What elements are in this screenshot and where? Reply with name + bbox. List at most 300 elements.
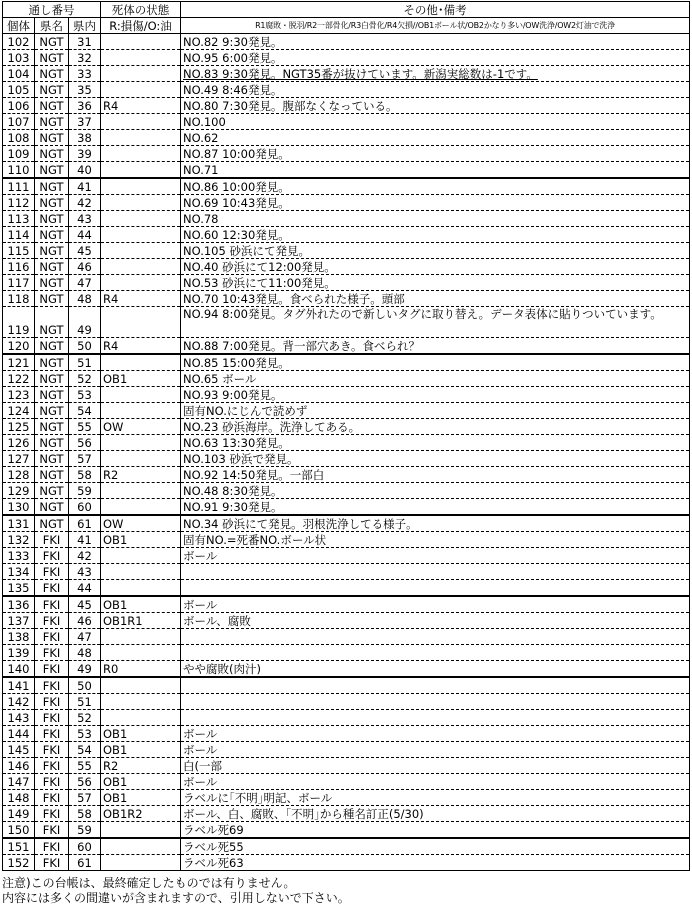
within-prefecture-number-cell: 48 xyxy=(69,291,101,307)
remark-cell xyxy=(181,580,690,597)
table-row xyxy=(3,98,690,114)
table-row xyxy=(3,227,690,243)
condition-cell xyxy=(101,66,181,82)
prefecture-cell: NGT xyxy=(35,82,69,98)
table-row xyxy=(3,532,690,548)
individual-number-cell: 124 xyxy=(3,403,35,419)
individual-number-cell: 109 xyxy=(3,146,35,162)
prefecture-cell: FKI xyxy=(35,742,69,758)
condition-cell: OB1 xyxy=(101,726,181,742)
condition-cell xyxy=(101,82,181,98)
condition-cell xyxy=(101,483,181,499)
condition-cell: OW xyxy=(101,515,181,532)
prefecture-cell: NGT xyxy=(35,275,69,291)
individual-number-cell: 141 xyxy=(3,677,35,694)
prefecture-cell: FKI xyxy=(35,758,69,774)
remark-cell: NO.63 13:30発見。 xyxy=(181,435,690,451)
remark-cell: NO.60 12:30発見。 xyxy=(181,227,690,243)
table-row xyxy=(3,114,690,130)
remark-cell: NO.91 9:30発見。 xyxy=(181,499,690,516)
table-row xyxy=(3,499,690,516)
individual-number-cell: 111 xyxy=(3,178,35,195)
individual-number-cell: 128 xyxy=(3,467,35,483)
remark-cell: NO.82 9:30発見。 xyxy=(181,34,690,50)
table-row xyxy=(3,130,690,146)
remark-cell: ボール xyxy=(181,726,690,742)
prefecture-cell: NGT xyxy=(35,291,69,307)
table-row xyxy=(3,661,690,678)
remark-cell xyxy=(181,694,690,710)
within-prefecture-number-cell: 32 xyxy=(69,50,101,66)
prefecture-cell: NGT xyxy=(35,435,69,451)
prefecture-cell: NGT xyxy=(35,50,69,66)
remark-cell: NO.48 8:30発見。 xyxy=(181,483,690,499)
within-prefecture-number-cell: 39 xyxy=(69,146,101,162)
within-prefecture-number-cell: 47 xyxy=(69,275,101,291)
table-row xyxy=(3,354,690,371)
individual-number-cell: 116 xyxy=(3,259,35,275)
condition-cell xyxy=(101,387,181,403)
condition-cell xyxy=(101,677,181,694)
ledger-sheet xyxy=(2,1,690,871)
prefecture-cell: NGT xyxy=(35,338,69,355)
disclaimer-notes xyxy=(2,876,350,906)
remark-cell: NO.23 砂浜海岸。洗浄してある。 xyxy=(181,419,690,435)
individual-number-cell: 130 xyxy=(3,499,35,516)
within-prefecture-number-cell: 50 xyxy=(69,677,101,694)
prefecture-cell: FKI xyxy=(35,564,69,580)
table-row xyxy=(3,580,690,597)
individual-number-cell: 112 xyxy=(3,195,35,211)
condition-cell: OB1 xyxy=(101,742,181,758)
table-row xyxy=(3,564,690,580)
within-prefecture-number-cell: 59 xyxy=(69,483,101,499)
table-row xyxy=(3,726,690,742)
prefecture-cell: FKI xyxy=(35,677,69,694)
individual-number-cell: 117 xyxy=(3,275,35,291)
remark-cell: ボール xyxy=(181,742,690,758)
condition-cell xyxy=(101,146,181,162)
condition-cell xyxy=(101,243,181,259)
condition-cell xyxy=(101,564,181,580)
individual-number-cell: 133 xyxy=(3,548,35,564)
remarks-header: その他･備考 xyxy=(181,2,690,18)
condition-header: 死体の状態 xyxy=(101,2,181,18)
individual-number-cell: 114 xyxy=(3,227,35,243)
remark-cell: NO.88 7:00発見。背一部穴あき。食べられ？ xyxy=(181,338,690,355)
condition-cell xyxy=(101,645,181,661)
table-row xyxy=(3,387,690,403)
within-prefecture-number-cell: 41 xyxy=(69,532,101,548)
table-row xyxy=(3,629,690,645)
remark-cell: ラベル死69 xyxy=(181,822,690,839)
remark-cell: NO.78 xyxy=(181,211,690,227)
table-row xyxy=(3,195,690,211)
condition-cell xyxy=(101,548,181,564)
within-prefecture-number-cell: 36 xyxy=(69,98,101,114)
individual-number-cell: 143 xyxy=(3,710,35,726)
within-prefecture-number-cell: 42 xyxy=(69,548,101,564)
individual-number-cell: 102 xyxy=(3,34,35,50)
condition-cell xyxy=(101,211,181,227)
condition-cell xyxy=(101,195,181,211)
remark-cell: ラベル死55 xyxy=(181,838,690,855)
condition-cell xyxy=(101,307,181,338)
within-prefecture-number-cell: 50 xyxy=(69,338,101,355)
condition-cell xyxy=(101,403,181,419)
remark-cell: ボール xyxy=(181,596,690,613)
condition-cell: OB1 xyxy=(101,790,181,806)
table-row xyxy=(3,82,690,98)
condition-cell xyxy=(101,499,181,516)
table-row xyxy=(3,467,690,483)
remark-cell xyxy=(181,677,690,694)
condition-cell xyxy=(101,822,181,839)
prefecture-cell: FKI xyxy=(35,710,69,726)
within-prefecture-number-cell: 40 xyxy=(69,162,101,179)
condition-cell xyxy=(101,162,181,179)
table-row xyxy=(3,596,690,613)
remark-cell: NO.34 砂浜にて発見。羽根洗浄してる様子。 xyxy=(181,515,690,532)
remark-cell: NO.100 xyxy=(181,114,690,130)
condition-cell: R2 xyxy=(101,467,181,483)
table-row xyxy=(3,822,690,839)
individual-number-cell: 108 xyxy=(3,130,35,146)
within-prefecture-number-cell: 59 xyxy=(69,822,101,839)
condition-cell: OB1 xyxy=(101,774,181,790)
remark-cell: NO.53 砂浜にて11:00発見。 xyxy=(181,275,690,291)
prefecture-cell: FKI xyxy=(35,694,69,710)
remark-cell: NO.85 15:00発見。 xyxy=(181,354,690,371)
within-prefecture-number-cell: 55 xyxy=(69,758,101,774)
ledger-table xyxy=(2,1,690,871)
prefecture-cell: NGT xyxy=(35,307,69,338)
within-prefecture-number-cell: 46 xyxy=(69,613,101,629)
individual-number-cell: 129 xyxy=(3,483,35,499)
table-row xyxy=(3,419,690,435)
prefecture-cell: FKI xyxy=(35,726,69,742)
within-prefecture-number-cell: 53 xyxy=(69,387,101,403)
individual-number-cell: 110 xyxy=(3,162,35,179)
individual-number-cell: 146 xyxy=(3,758,35,774)
within-prefecture-number-cell: 58 xyxy=(69,806,101,822)
prefecture-cell: NGT xyxy=(35,354,69,371)
prefecture-cell: NGT xyxy=(35,387,69,403)
remark-cell: ボール xyxy=(181,548,690,564)
condition-cell xyxy=(101,354,181,371)
within-prefecture-number-cell: 46 xyxy=(69,259,101,275)
remark-cell: NO.103 砂浜で発見。 xyxy=(181,451,690,467)
prefecture-cell: NGT xyxy=(35,114,69,130)
remark-cell: NO.92 14:50発見。一部白 xyxy=(181,467,690,483)
within-prefecture-number-cell: 52 xyxy=(69,710,101,726)
individual-number-cell: 150 xyxy=(3,822,35,839)
within-prefecture-number-cell: 45 xyxy=(69,596,101,613)
prefecture-cell: FKI xyxy=(35,548,69,564)
within-prefecture-number-cell: 49 xyxy=(69,307,101,338)
remark-cell: NO.80 7:30発見。腹部なくなっている。 xyxy=(181,98,690,114)
prefecture-cell: FKI xyxy=(35,838,69,855)
table-row xyxy=(3,403,690,419)
individual-number-cell: 152 xyxy=(3,855,35,871)
within-prefecture-number-cell: 49 xyxy=(69,661,101,678)
prefecture-cell: NGT xyxy=(35,259,69,275)
individual-number-cell: 105 xyxy=(3,82,35,98)
table-row xyxy=(3,338,690,355)
condition-cell: R0 xyxy=(101,661,181,678)
individual-number-cell: 123 xyxy=(3,387,35,403)
condition-cell xyxy=(101,275,181,291)
remark-cell: NO.87 10:00発見。 xyxy=(181,146,690,162)
individual-number-cell: 113 xyxy=(3,211,35,227)
prefecture-cell: FKI xyxy=(35,580,69,597)
individual-number-cell: 145 xyxy=(3,742,35,758)
prefecture-cell: NGT xyxy=(35,162,69,179)
prefecture-cell: FKI xyxy=(35,596,69,613)
within-prefecture-number-cell: 35 xyxy=(69,82,101,98)
within-prefecture-number-cell: 31 xyxy=(69,34,101,50)
condition-cell: R2 xyxy=(101,758,181,774)
table-row xyxy=(3,774,690,790)
within-prefecture-number-cell: 48 xyxy=(69,645,101,661)
serial-number-header: 通し番号 xyxy=(3,2,101,18)
table-row xyxy=(3,178,690,195)
prefecture-cell: NGT xyxy=(35,243,69,259)
individual-number-cell: 135 xyxy=(3,580,35,597)
table-row xyxy=(3,50,690,66)
table-row xyxy=(3,371,690,387)
prefecture-cell: NGT xyxy=(35,146,69,162)
prefecture-cell: NGT xyxy=(35,227,69,243)
individual-number-cell: 149 xyxy=(3,806,35,822)
table-row xyxy=(3,515,690,532)
within-prefecture-number-cell: 45 xyxy=(69,243,101,259)
within-prefecture-number-cell: 57 xyxy=(69,790,101,806)
within-prefecture-number-cell: 43 xyxy=(69,564,101,580)
individual-number-cell: 126 xyxy=(3,435,35,451)
remark-cell: 白(一部 xyxy=(181,758,690,774)
table-row xyxy=(3,66,690,82)
individual-number-cell: 103 xyxy=(3,50,35,66)
within-prefecture-number-cell: 43 xyxy=(69,211,101,227)
remark-cell: NO.93 9:00発見。 xyxy=(181,387,690,403)
remark-cell: 固有NO.にじんで読めず xyxy=(181,403,690,419)
remarks-legend: R1腐敗・脱羽/R2一部骨化/R3白骨化/R4欠損//OB1ボール状/OB2かなり多い/OW洗浄/OW2灯油で洗浄 xyxy=(181,18,690,34)
condition-cell xyxy=(101,50,181,66)
remark-cell: NO.94 8:00発見。タグ外れたので新しいタグに取り替え。データ表体に貼りついています。 xyxy=(181,307,690,338)
remark-cell: NO.83 9:30発見。NGT35番が抜けています。新潟実総数は-1です。 xyxy=(181,66,690,82)
remark-cell: NO.69 10:43発見。 xyxy=(181,195,690,211)
prefecture-cell: FKI xyxy=(35,645,69,661)
individual-number-cell: 125 xyxy=(3,419,35,435)
table-row xyxy=(3,742,690,758)
table-row xyxy=(3,838,690,855)
within-prefecture-number-cell: 60 xyxy=(69,499,101,516)
prefecture-cell: FKI xyxy=(35,661,69,678)
individual-number-cell: 151 xyxy=(3,838,35,855)
individual-number-cell: 142 xyxy=(3,694,35,710)
condition-cell: OB1R2 xyxy=(101,806,181,822)
remark-cell: やや腐敗(肉汁) xyxy=(181,661,690,678)
individual-number-cell: 115 xyxy=(3,243,35,259)
ledger-body xyxy=(3,34,690,871)
header-row-1 xyxy=(3,2,690,18)
condition-cell: R4 xyxy=(101,338,181,355)
table-row xyxy=(3,275,690,291)
within-prefecture-number-cell: 42 xyxy=(69,195,101,211)
condition-cell xyxy=(101,227,181,243)
condition-cell: R4 xyxy=(101,291,181,307)
prefecture-cell: NGT xyxy=(35,34,69,50)
remark-cell: NO.105 砂浜にて発見。 xyxy=(181,243,690,259)
prefecture-cell: FKI xyxy=(35,822,69,839)
prefecture-cell: NGT xyxy=(35,419,69,435)
individual-number-cell: 120 xyxy=(3,338,35,355)
remark-cell xyxy=(181,710,690,726)
individual-number-cell: 140 xyxy=(3,661,35,678)
table-row xyxy=(3,790,690,806)
table-row xyxy=(3,243,690,259)
remark-cell: NO.62 xyxy=(181,130,690,146)
condition-cell xyxy=(101,710,181,726)
prefecture-cell: FKI xyxy=(35,613,69,629)
remark-cell: ボール、白、腐敗、｢不明｣から種名訂正(5/30) xyxy=(181,806,690,822)
remark-cell: ラベル死63 xyxy=(181,855,690,871)
table-row xyxy=(3,855,690,871)
remark-cell: 固有NO.=死番NO.ボール状 xyxy=(181,532,690,548)
within-prefecture-column-header: 県内 xyxy=(69,18,101,34)
table-row xyxy=(3,162,690,179)
individual-number-cell: 139 xyxy=(3,645,35,661)
within-prefecture-number-cell: 57 xyxy=(69,451,101,467)
remark-cell: NO.95 6:00発見。 xyxy=(181,50,690,66)
within-prefecture-number-cell: 56 xyxy=(69,435,101,451)
disclaimer-line-1: 注意)この台帳は、最終確定したものでは有りません。 xyxy=(2,876,296,890)
within-prefecture-number-cell: 56 xyxy=(69,774,101,790)
condition-cell: OB1 xyxy=(101,596,181,613)
prefecture-cell: NGT xyxy=(35,371,69,387)
prefecture-cell: NGT xyxy=(35,211,69,227)
table-row xyxy=(3,451,690,467)
prefecture-cell: NGT xyxy=(35,451,69,467)
condition-cell xyxy=(101,34,181,50)
remark-cell: NO.70 10:43発見。食べられた様子。頭部 xyxy=(181,291,690,307)
individual-number-cell: 106 xyxy=(3,98,35,114)
condition-legend: R:損傷/O:油 xyxy=(101,18,181,34)
remark-cell xyxy=(181,645,690,661)
remark-cell xyxy=(181,564,690,580)
within-prefecture-number-cell: 37 xyxy=(69,114,101,130)
prefecture-cell: FKI xyxy=(35,774,69,790)
remark-cell: ラベルに｢不明｣明記、ボール xyxy=(181,790,690,806)
condition-cell xyxy=(101,629,181,645)
condition-cell xyxy=(101,435,181,451)
prefecture-cell: NGT xyxy=(35,195,69,211)
condition-cell xyxy=(101,178,181,195)
condition-cell xyxy=(101,114,181,130)
individual-number-cell: 134 xyxy=(3,564,35,580)
individual-number-cell: 127 xyxy=(3,451,35,467)
individual-number-cell: 137 xyxy=(3,613,35,629)
condition-cell: OW xyxy=(101,419,181,435)
individual-number-cell: 148 xyxy=(3,790,35,806)
table-row xyxy=(3,694,690,710)
within-prefecture-number-cell: 38 xyxy=(69,130,101,146)
table-row xyxy=(3,677,690,694)
table-row xyxy=(3,259,690,275)
table-row xyxy=(3,548,690,564)
remark-cell: ボール、腐敗 xyxy=(181,613,690,629)
table-row xyxy=(3,435,690,451)
condition-cell xyxy=(101,451,181,467)
prefecture-cell: NGT xyxy=(35,515,69,532)
table-row xyxy=(3,291,690,307)
within-prefecture-number-cell: 44 xyxy=(69,227,101,243)
table-row xyxy=(3,613,690,629)
table-row xyxy=(3,211,690,227)
prefecture-cell: FKI xyxy=(35,806,69,822)
condition-cell: OB1 xyxy=(101,371,181,387)
table-row xyxy=(3,710,690,726)
within-prefecture-number-cell: 44 xyxy=(69,580,101,597)
within-prefecture-number-cell: 33 xyxy=(69,66,101,82)
condition-cell xyxy=(101,838,181,855)
table-row xyxy=(3,758,690,774)
remark-cell xyxy=(181,629,690,645)
within-prefecture-number-cell: 54 xyxy=(69,742,101,758)
prefecture-cell: NGT xyxy=(35,483,69,499)
within-prefecture-number-cell: 51 xyxy=(69,694,101,710)
individual-number-cell: 131 xyxy=(3,515,35,532)
prefecture-cell: NGT xyxy=(35,98,69,114)
within-prefecture-number-cell: 60 xyxy=(69,838,101,855)
condition-cell xyxy=(101,130,181,146)
individual-number-cell: 147 xyxy=(3,774,35,790)
remark-cell: NO.65 ボール xyxy=(181,371,690,387)
within-prefecture-number-cell: 55 xyxy=(69,419,101,435)
within-prefecture-number-cell: 61 xyxy=(69,855,101,871)
individual-number-cell: 136 xyxy=(3,596,35,613)
individual-number-cell: 121 xyxy=(3,354,35,371)
individual-number-cell: 144 xyxy=(3,726,35,742)
table-row xyxy=(3,806,690,822)
within-prefecture-number-cell: 51 xyxy=(69,354,101,371)
prefecture-cell: NGT xyxy=(35,467,69,483)
prefecture-cell: NGT xyxy=(35,66,69,82)
within-prefecture-number-cell: 58 xyxy=(69,467,101,483)
individual-number-cell: 118 xyxy=(3,291,35,307)
prefecture-cell: FKI xyxy=(35,790,69,806)
within-prefecture-number-cell: 61 xyxy=(69,515,101,532)
individual-number-cell: 104 xyxy=(3,66,35,82)
remark-cell: NO.49 8:46発見。 xyxy=(181,82,690,98)
header-row-2 xyxy=(3,18,690,34)
remark-cell: ボール xyxy=(181,774,690,790)
table-row xyxy=(3,307,690,338)
prefecture-cell: NGT xyxy=(35,499,69,516)
condition-cell xyxy=(101,855,181,871)
condition-cell: OB1R1 xyxy=(101,613,181,629)
condition-cell: R4 xyxy=(101,98,181,114)
condition-cell xyxy=(101,694,181,710)
individual-number-cell: 119 xyxy=(3,307,35,338)
within-prefecture-number-cell: 54 xyxy=(69,403,101,419)
condition-cell xyxy=(101,259,181,275)
table-row xyxy=(3,645,690,661)
prefecture-cell: FKI xyxy=(35,629,69,645)
individual-column-header: 個体 xyxy=(3,18,35,34)
prefecture-cell: FKI xyxy=(35,855,69,871)
